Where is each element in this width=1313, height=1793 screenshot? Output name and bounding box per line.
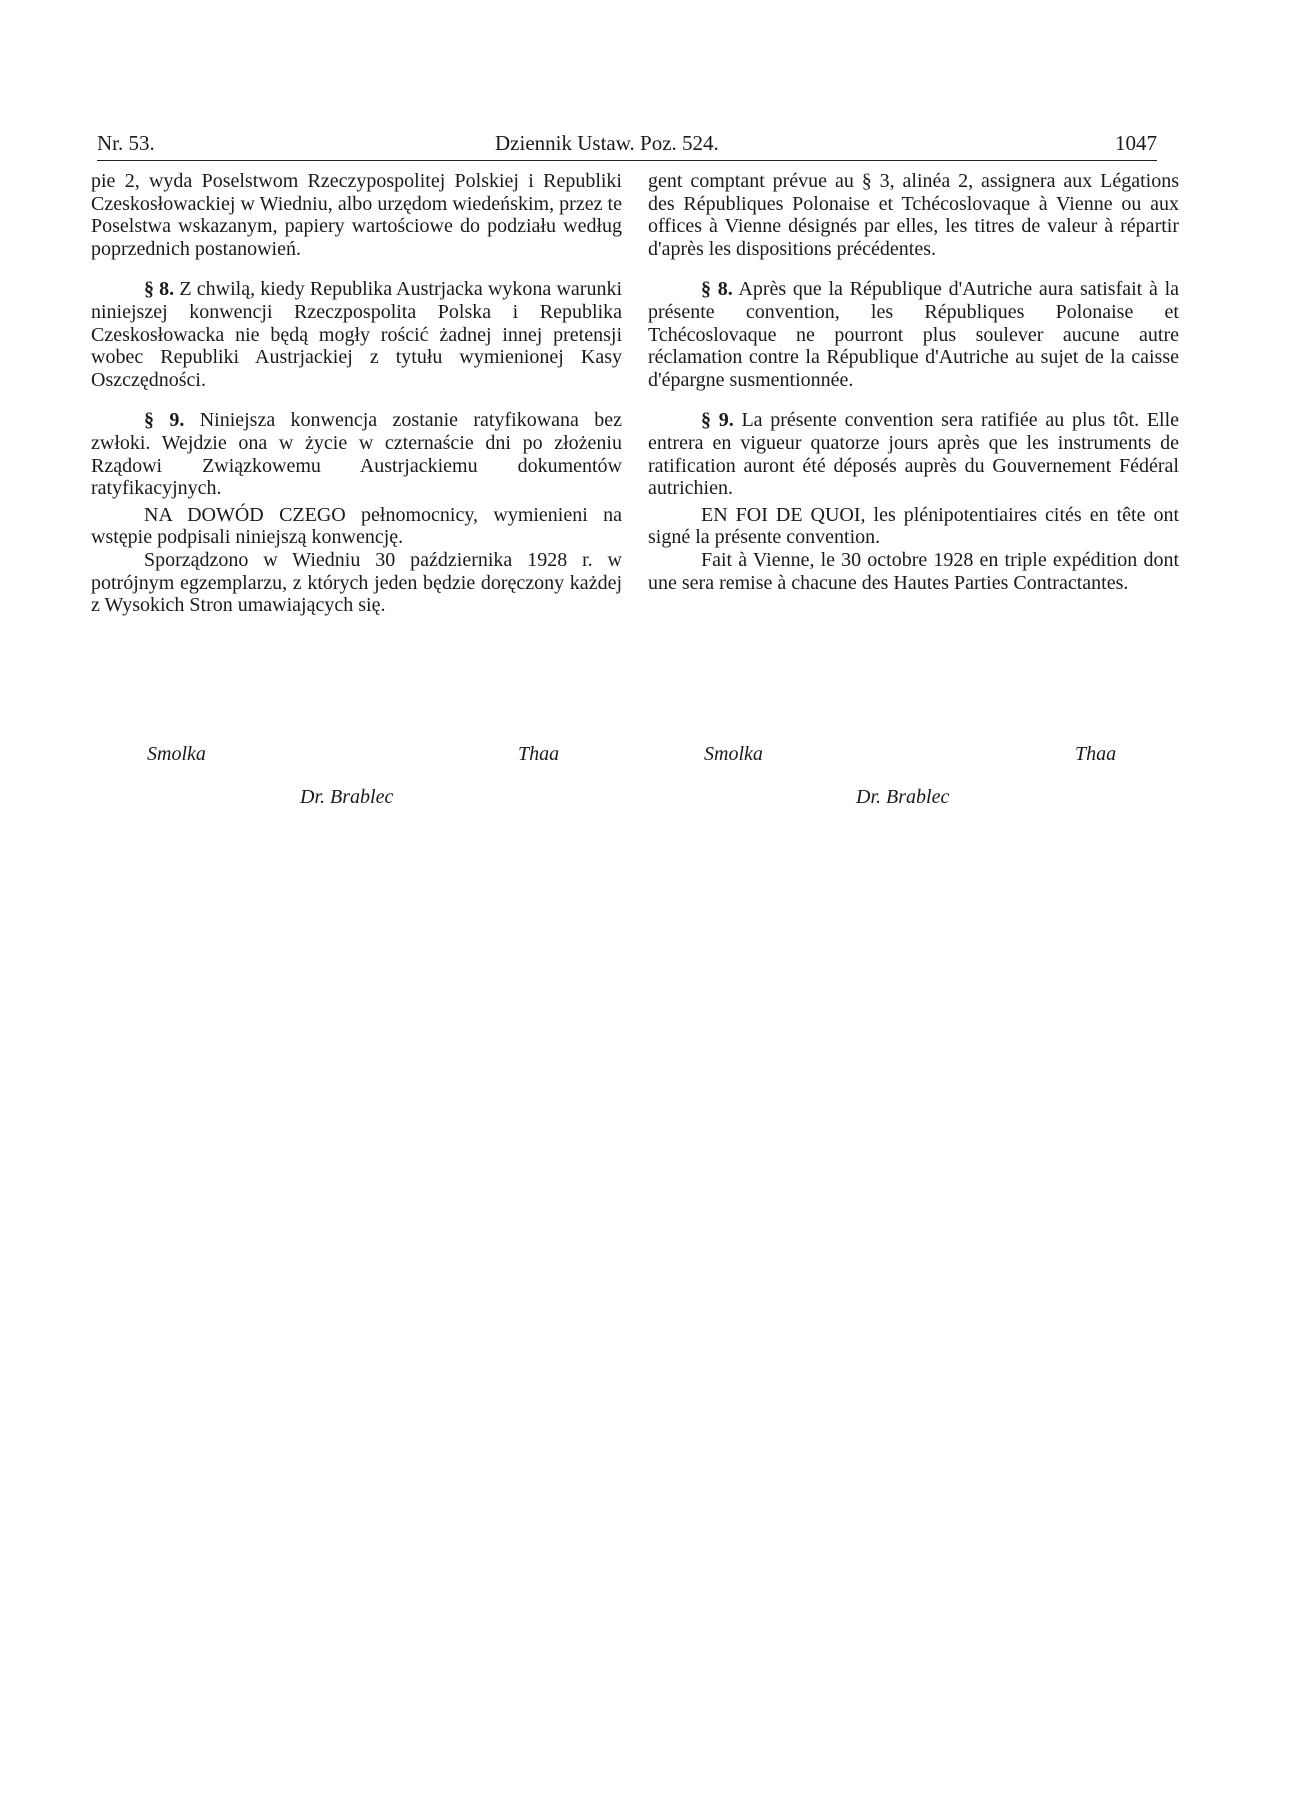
french-section-9 <box>648 409 1179 499</box>
french-paragraph-continuation: gent comptant prévue au § 3, alinéa 2, assignera aux Légations des Républiques Polonaise et Tchécoslovaque à Vienne ou aux offices à Vienne désignés par elles, les titres de valeur à répartir d'après les dispositions précédentes. <box>648 170 1179 260</box>
signature-thaa-french: Thaa <box>1075 743 1117 765</box>
section-mark: § 9. <box>144 409 185 432</box>
polish-section-8 <box>91 278 622 391</box>
section-text: Après que la République d'Autriche aura satisfait à la présente convention, les Républiques Polonaise et Tchécoslovaque ne pourront plus soulever aucune autre réclamation contre la République d'Autriche au sujet de la caisse d'épargne susmentionnée. <box>648 278 1179 391</box>
journal-title: Dziennik Ustaw. Poz. 524. <box>495 131 719 155</box>
section-mark: § 9. <box>701 409 734 432</box>
polish-section-9 <box>91 409 622 499</box>
section-text: Niniejsza konwencja zostanie ratyfikowana bez zwłoki. Wejdzie ona w życie w czternaście dni po złożeniu Rządowi Związkowemu Austrjackiemu dokumentów ratyfikacyjnych. <box>91 409 622 500</box>
signature-brablec-french: Dr. Brablec <box>856 786 950 808</box>
page-number: 1047 <box>1115 131 1157 155</box>
polish-column <box>91 170 622 617</box>
polish-done-clause: Sporządzono w Wiedniu 30 października 1928 r. w potrójnym egzemplarzu, z których jeden będzie doręczony każdej z Wysokich Stron umawiających się. <box>91 548 622 617</box>
french-witness-clause: EN FOI DE QUOI, les plénipotentiaires cités en tête ont signé la présente convention. <box>648 503 1179 549</box>
signature-brablec-polish: Dr. Brablec <box>300 786 394 808</box>
signature-thaa-polish: Thaa <box>518 743 560 765</box>
signature-smolka-french: Smolka <box>704 743 763 765</box>
section-text: La présente convention sera ratifiée au plus tôt. Elle entrera en vigueur quatorze jours après que les instruments de ratification auront été déposés auprès du Gouvernement Fédéral autrichien. <box>648 409 1180 500</box>
section-mark: § 8. <box>701 278 733 301</box>
signature-smolka-polish: Smolka <box>147 743 206 765</box>
french-done-clause: Fait à Vienne, le 30 octobre 1928 en triple expédition dont une sera remise à chacune des Hautes Parties Contractantes. <box>648 548 1179 594</box>
polish-paragraph-continuation: pie 2, wyda Poselstwom Rzeczypospolitej Polskiej i Republiki Czeskosłowackiej w Wiedniu, albo urzędom wiedeńskim, przez te Poselstwa wskazanym, papiery wartościowe do podziału według poprzednich postanowień. <box>91 170 622 260</box>
section-mark: § 8. <box>144 278 175 301</box>
header-rule <box>97 160 1157 161</box>
issue-number: Nr. 53. <box>97 131 155 155</box>
section-text: Z chwilą, kiedy Republika Austrjacka wykona warunki niniejszej konwencji Rzeczpospolita Polska i Republika Czeskosłowacka nie będą mogły rościć żadnej innej pretensji wobec Republiki Austrjackiej z tytułu wymienionej Kasy Oszczędności. <box>91 278 623 391</box>
french-section-8 <box>648 278 1179 391</box>
french-column <box>648 170 1179 594</box>
polish-witness-clause: NA DOWÓD CZEGO pełnomocnicy, wymienieni na wstępie podpisali niniejszą konwencję. <box>91 503 622 549</box>
page-header <box>97 131 1157 161</box>
